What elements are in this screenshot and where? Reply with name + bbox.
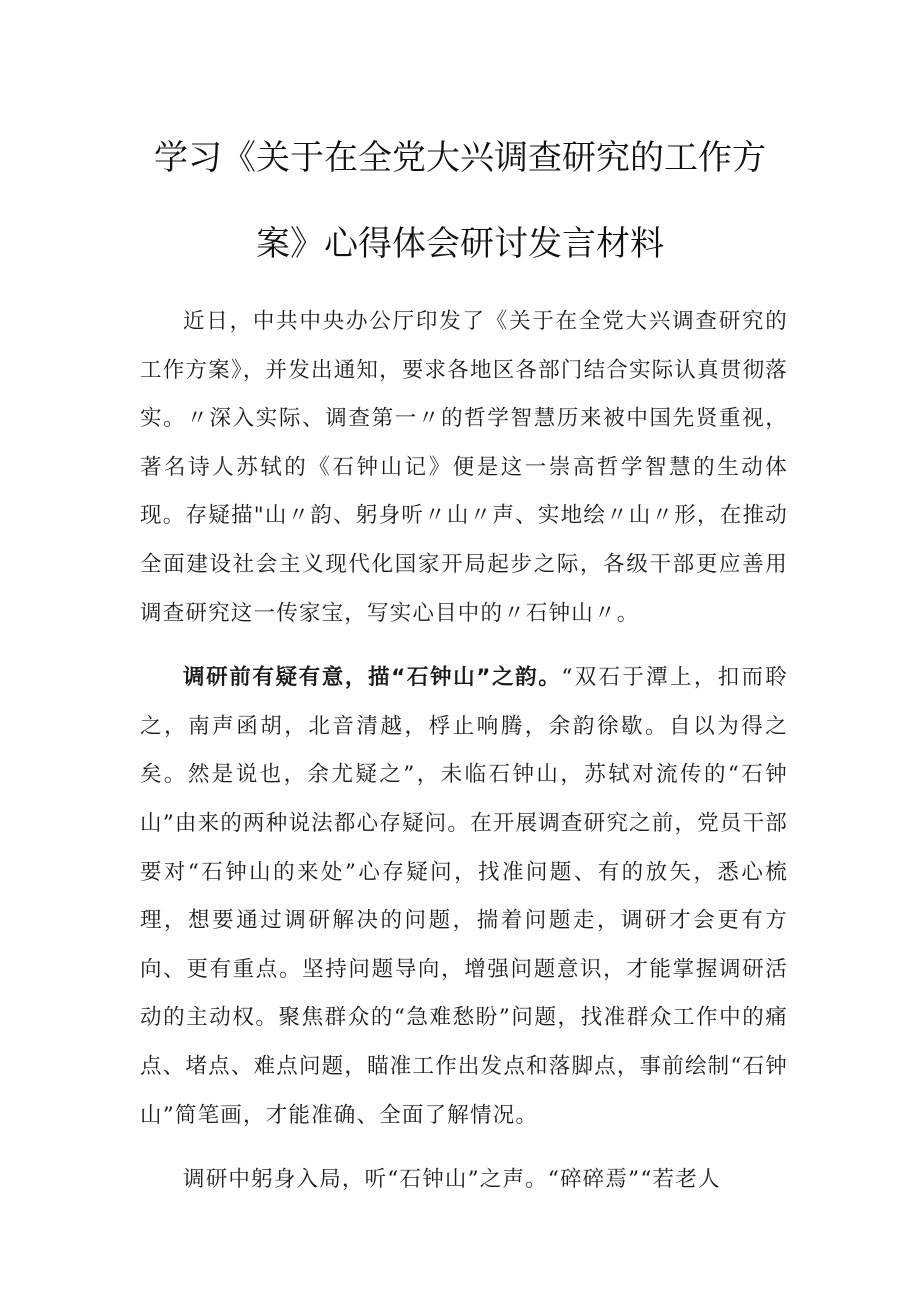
paragraph-intro-text: 近日，中共中央办公厅印发了《关于在全党大兴调查研究的工作方案》，并发出通知，要求各地区各部门结合实际认真贯彻落实。〃深入实际、调查第一〃的哲学智慧历来被中国先贤重视，著名诗人苏轼的《石钟山记》便是这一崇高哲学智慧的生动体现。存疑描"山〃韵、躬身听〃山〃声、实地绘〃山〃形，在推动全面建设社会主义现代化国家开局起步之际，各级干部更应善用调查研究这一传家宝，写实心目中的〃石钟山〃。 [140, 309, 788, 626]
section-2-text: 调研中躬身入局，听“石钟山”之声。“碎碎焉”“若老人 [183, 1167, 721, 1193]
document-title-line-2: 案》心得体会研讨发言材料 [256, 224, 664, 264]
section-1-heading: 调研前有疑有意，描“石钟山”之韵。 [183, 665, 562, 691]
section-1-text: “双石于潭上，扣而聆之，南声函胡，北音清越，桴止响腾，余韵徐歇。自以为得之矣。然是说也，余尤疑之”，未临石钟山，苏轼对流传的“石钟山”由来的两种说法都心存疑问。在开展调查研究之前，党员干部要对“石钟山的来处”心存疑问，找准问题、有的放矢，悉心梳理，想要通过调研解决的问题，揣着问题走，调研才会更有方向、更有重点。坚持问题导向，增强问题意识，才能掌握调研活动的主动权。聚焦群众的“急难愁盼”问题，找准群众工作中的痛点、堵点、难点问题，瞄准工作出发点和落脚点，事前绘制“石钟山”简笔画，才能准确、全面了解情况。 [140, 665, 789, 1128]
paragraph-intro [140, 298, 788, 638]
paragraph-section-2 [140, 1156, 788, 1205]
paragraph-section-1 [140, 654, 788, 1140]
document-body [140, 298, 788, 1205]
document-title-line-1: 学习《关于在全党大兴调查研究的工作方 [154, 138, 766, 178]
